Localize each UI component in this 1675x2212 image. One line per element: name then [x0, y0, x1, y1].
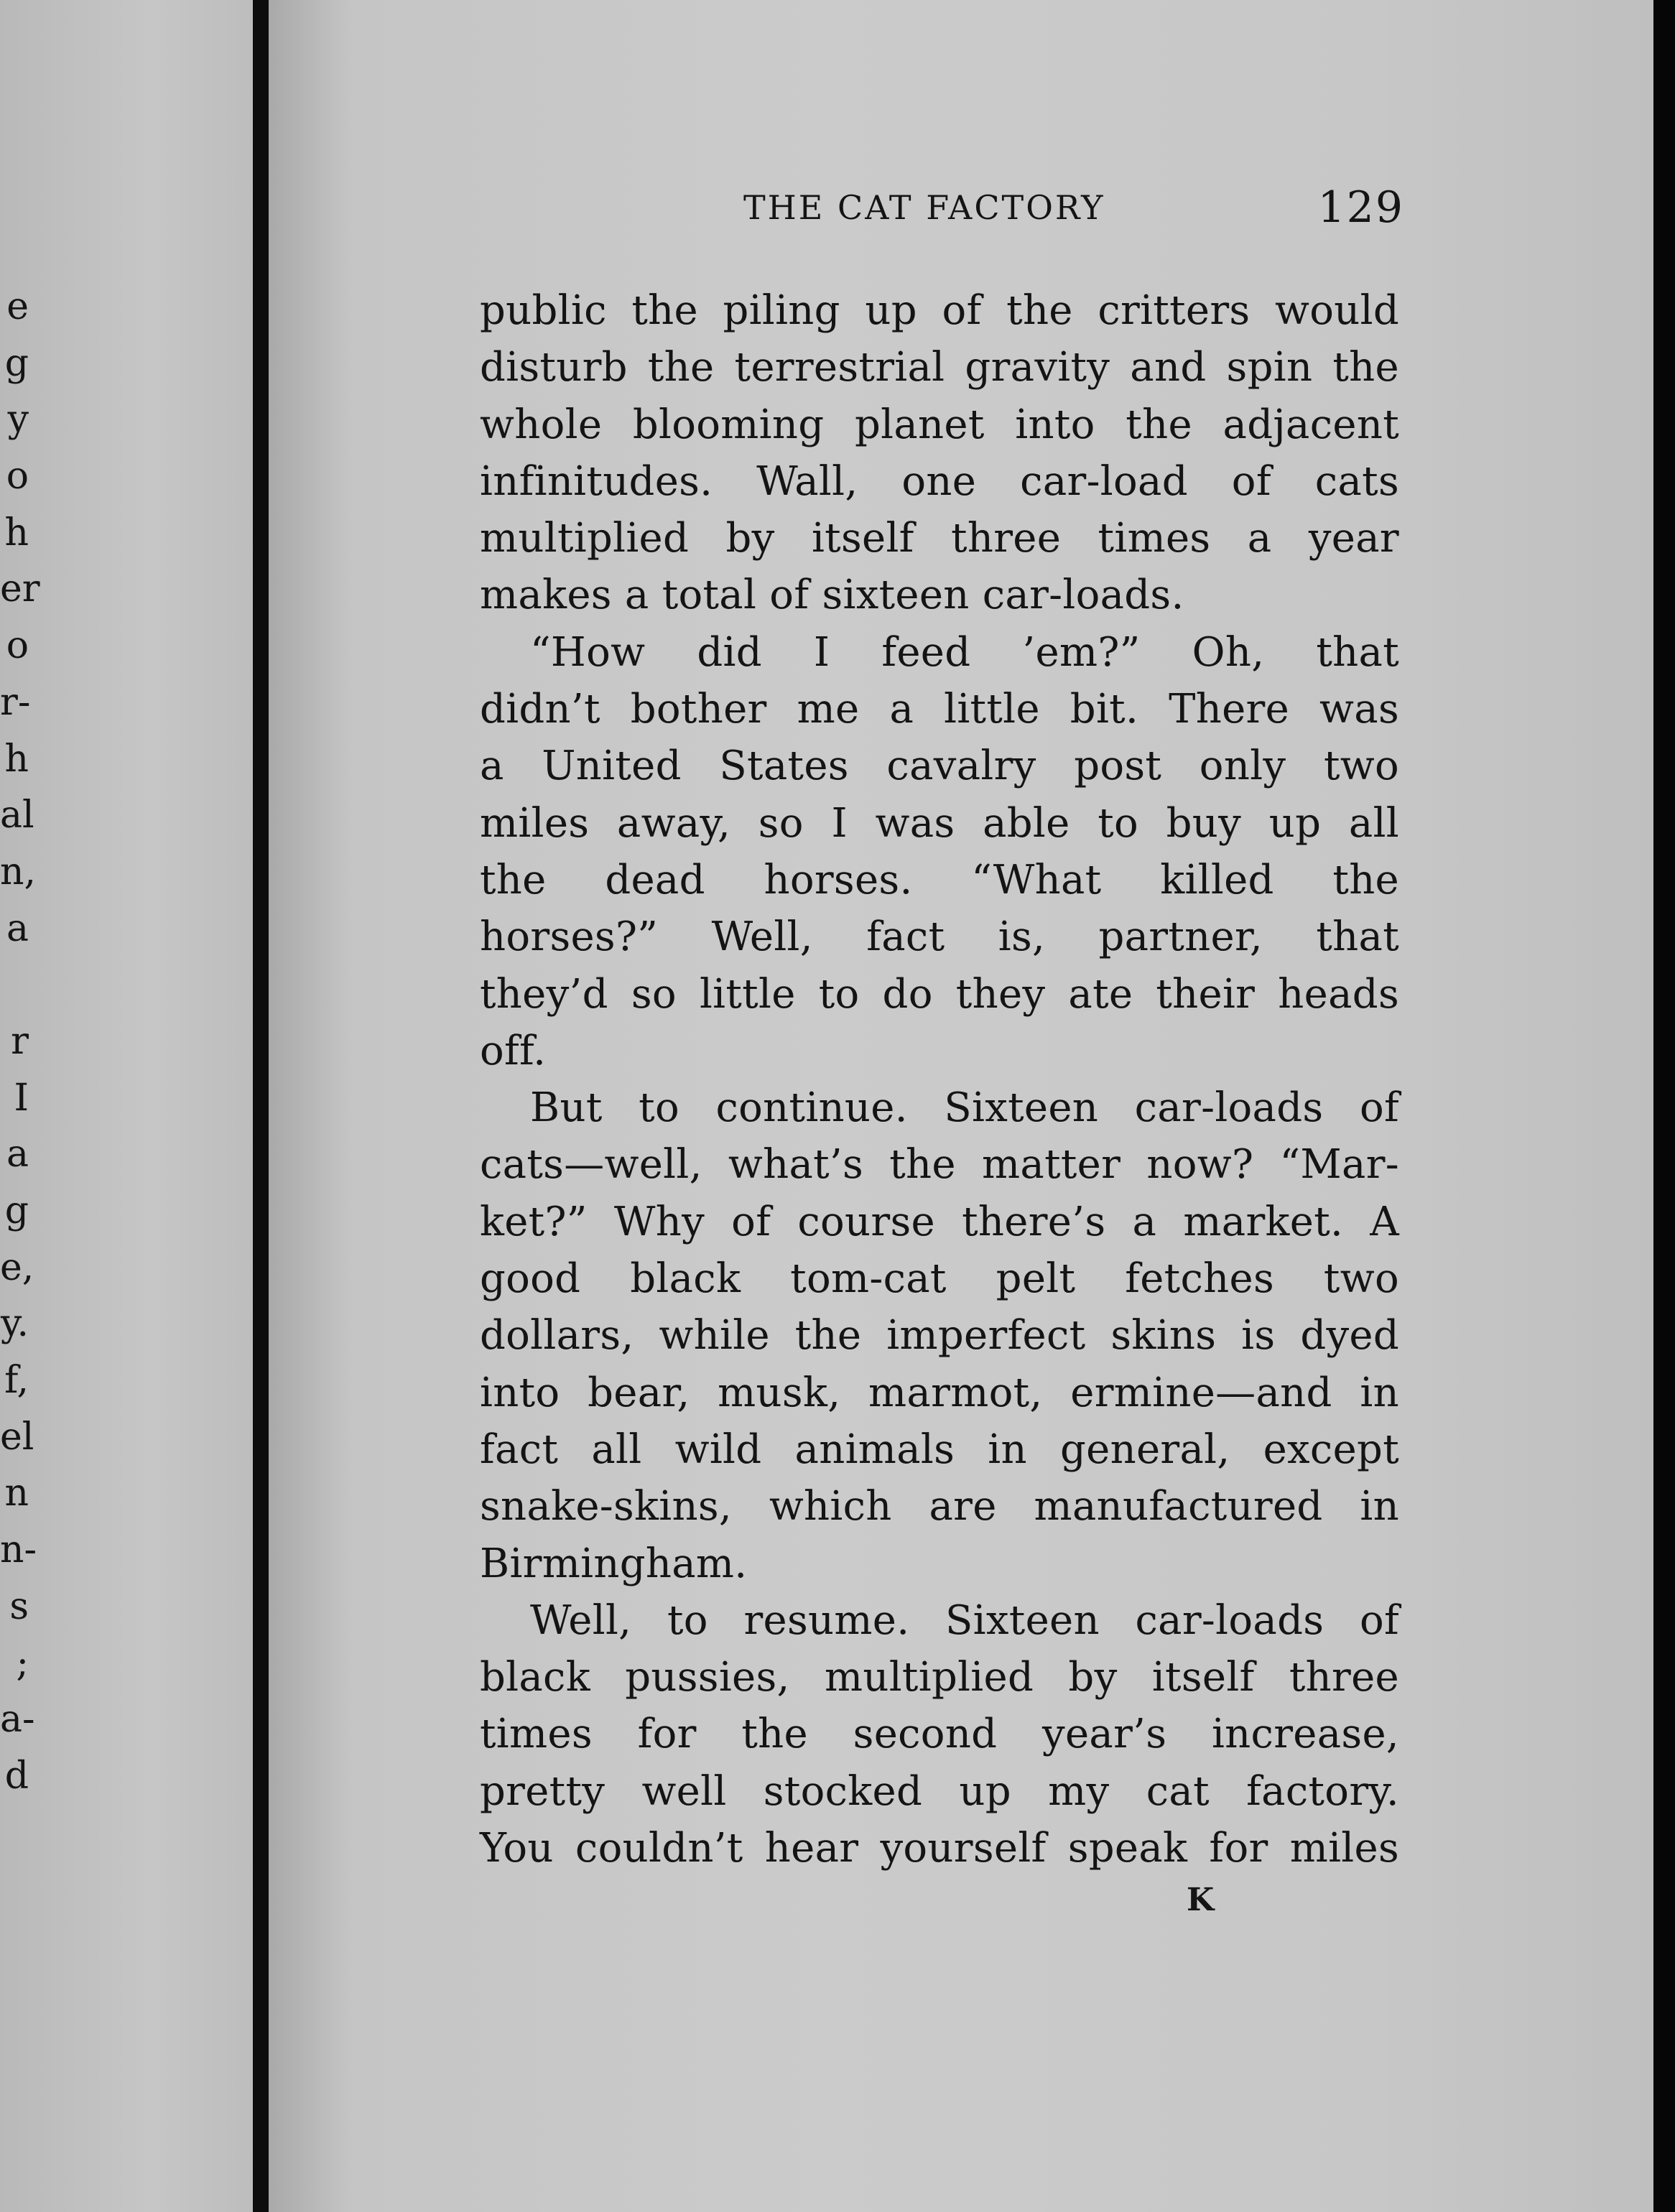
text-line: public the piling up of the critters would	[480, 287, 1399, 334]
left-fragment: e	[6, 285, 29, 328]
left-fragment: d	[4, 1754, 29, 1798]
text-line: snake-skins, which are manufactured in	[480, 1483, 1399, 1530]
left-fragment: n	[4, 1472, 29, 1515]
text-line: didn’t bother me a little bit. There was	[480, 686, 1399, 733]
left-fragment: n-	[0, 1528, 37, 1572]
scan-border	[1653, 0, 1675, 2212]
book-gutter	[253, 0, 269, 2212]
left-fragment: h	[4, 511, 29, 554]
text-line: disturb the terrestrial gravity and spin the	[480, 344, 1399, 391]
left-fragment: g	[4, 341, 29, 385]
text-line: into bear, musk, marmot, ermine—and in	[480, 1369, 1399, 1416]
left-fragment: n,	[0, 850, 37, 893]
text-line: whole blooming planet into the adjacent	[480, 401, 1399, 448]
left-page-text-fragments	[0, 279, 40, 1805]
running-head	[743, 182, 1404, 238]
page-number: 129	[1317, 182, 1404, 233]
text-line: multiplied by itself three times a year	[480, 515, 1399, 562]
left-fragment: f,	[4, 1359, 29, 1403]
text-line: good black tom-cat pelt fetches two	[480, 1255, 1399, 1303]
text-line: off.	[480, 1027, 547, 1074]
text-line: times for the second year’s increase,	[480, 1711, 1399, 1758]
text-line: cats—well, what’s the matter now? “Mar-	[480, 1141, 1399, 1189]
left-fragment: y	[7, 398, 29, 442]
text-line: fact all wild animals in general, except	[480, 1426, 1399, 1473]
text-line: horses?” Well, fact is, partner, that	[480, 914, 1399, 961]
text-line: makes a total of sixteen car-loads.	[480, 572, 1184, 619]
left-fragment: el	[0, 1415, 34, 1459]
running-title: THE CAT FACTORY	[743, 188, 1105, 227]
left-fragment: h	[4, 737, 29, 781]
text-line: dollars, while the imperfect skins is dyed	[480, 1312, 1399, 1360]
left-fragment: e,	[0, 1245, 34, 1289]
text-line: “How did I feed ’em?” Oh, that	[530, 628, 1399, 676]
text-line: miles away, so I was able to buy up all	[480, 799, 1399, 847]
text-line: pretty well stocked up my cat factory.	[480, 1767, 1399, 1815]
text-line: You couldn’t hear yourself speak for miles	[480, 1825, 1399, 1872]
left-fragment: a-	[0, 1698, 35, 1742]
text-line: infinitudes. Wall, one car-load of cats	[480, 457, 1399, 505]
signature-mark: K	[1187, 1882, 1215, 1918]
left-facing-page	[0, 0, 253, 2212]
text-line: But to continue. Sixteen car-loads of	[530, 1084, 1399, 1132]
left-fragment: er	[0, 567, 40, 611]
left-fragment	[0, 957, 29, 1013]
text-line: black pussies, multiplied by itself three	[480, 1654, 1399, 1701]
left-fragment: g	[4, 1189, 29, 1232]
left-fragment: r-	[0, 680, 31, 724]
left-fragment: I	[14, 1076, 29, 1120]
left-fragment: a	[6, 1133, 29, 1176]
text-line: the dead horses. “What killed the	[480, 856, 1399, 903]
left-fragment: o	[6, 624, 29, 668]
left-fragment: y.	[1, 1302, 29, 1346]
left-fragment: r	[11, 1019, 29, 1063]
text-line: they’d so little to do they ate their heads	[480, 970, 1399, 1018]
body-text	[480, 282, 1399, 1877]
left-fragment: ;	[16, 1641, 29, 1685]
left-fragment: o	[6, 455, 29, 498]
text-line: a United States cavalry post only two	[480, 743, 1399, 790]
left-fragment: s	[9, 1584, 29, 1628]
left-fragment: al	[0, 794, 34, 837]
text-line: Well, to resume. Sixteen car-loads of	[530, 1597, 1399, 1644]
text-line: Birmingham.	[480, 1540, 748, 1587]
text-line: ket?” Why of course there’s a market. A	[480, 1198, 1399, 1245]
left-fragment: a	[6, 906, 29, 950]
